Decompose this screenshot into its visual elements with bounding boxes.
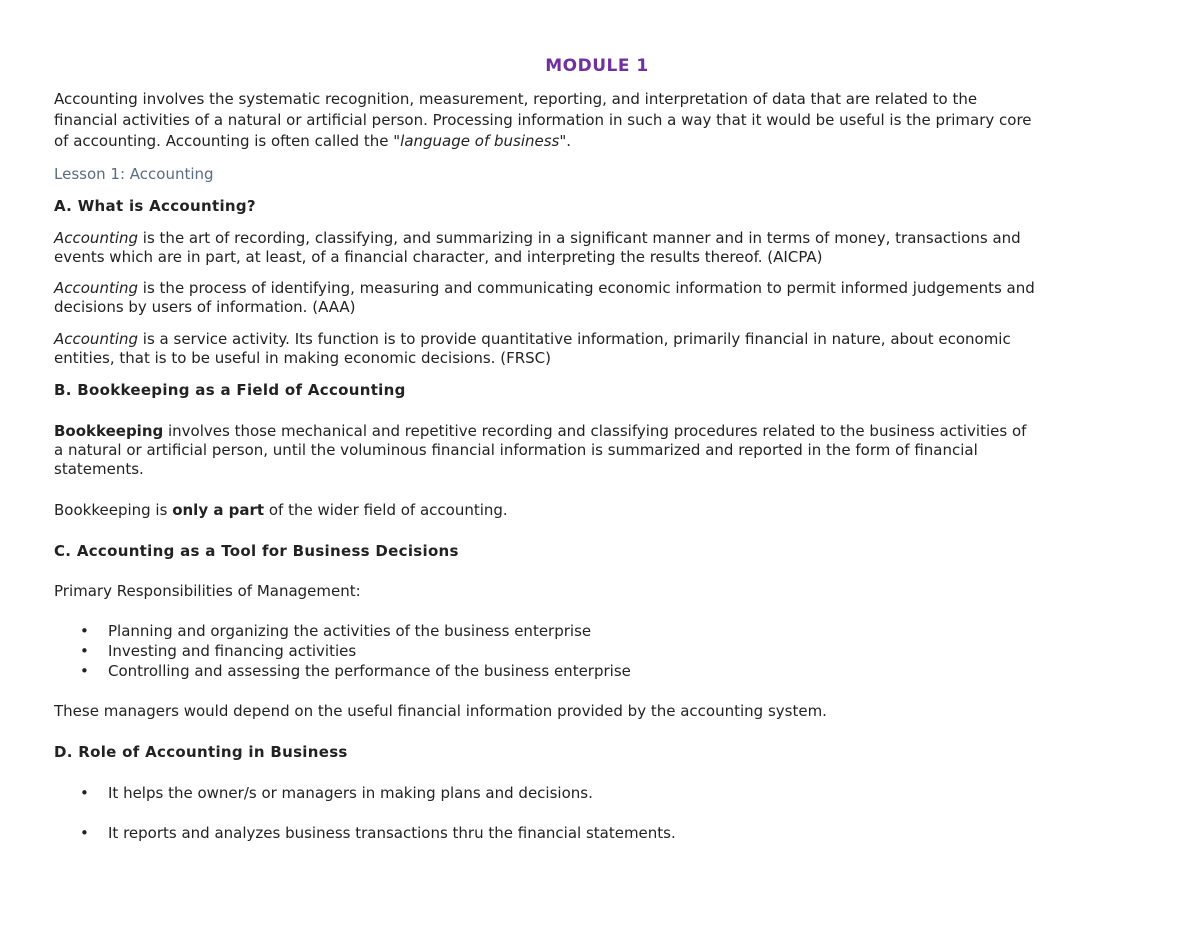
intro-line-3 — [54, 131, 1154, 151]
intro-quote: "language of business" — [393, 132, 567, 150]
def3-term: Accounting — [54, 330, 139, 348]
def1-text-1: is the art of recording, classifying, and summarizing in a significant manner and in terms of money, transactions and — [138, 229, 1021, 247]
bookkeeping-text-1: involves those mechanical and repetitive recording and classifying procedures related to the business activities of — [163, 422, 1027, 440]
responsibility-item-2: Investing and financing activities — [108, 642, 357, 660]
def3-line-2: entities, that is to be useful in making economic decisions. (FRSC) — [54, 349, 551, 367]
intro-line-1: Accounting involves the systematic recognition, measurement, reporting, and interpretation of data that are related to the — [54, 90, 978, 108]
bookkeeping-term: Bookkeeping — [54, 422, 164, 440]
bullet-icon: • — [80, 642, 89, 660]
bullet-icon: • — [80, 662, 89, 680]
section-a-heading: A. What is Accounting? — [54, 197, 256, 215]
section-c-heading: C. Accounting as a Tool for Business Decisions — [54, 542, 459, 560]
intro-line-2: financial activities of a natural or artificial person. Processing information in such a way that it would be useful is the primary core — [54, 111, 1032, 129]
def1-line-2: events which are in part, at least, of a financial character, and interpreting the results thereof. (AICPA) — [54, 248, 823, 266]
responsibility-item-1: Planning and organizing the activities of the business enterprise — [108, 622, 592, 640]
def2-term: Accounting — [54, 279, 139, 297]
def2-text-1: is the process of identifying, measuring and communicating economic information to permit informed judgements and — [138, 279, 1035, 297]
part-bold: only a part — [172, 501, 265, 519]
bullet-icon: • — [80, 824, 89, 842]
part-suffix: of the wider field of accounting. — [264, 501, 508, 519]
bookkeeping-line-2: a natural or artificial person, until the voluminous financial information is summarized and reported in the form of financial — [54, 441, 978, 459]
def3-line-1 — [54, 329, 1154, 349]
def2-line-2: decisions by users of information. (AAA) — [54, 298, 356, 316]
section-d-heading: D. Role of Accounting in Business — [54, 743, 348, 761]
bullet-icon: • — [80, 784, 89, 802]
def2-line-1 — [54, 278, 1154, 298]
intro-end: . — [566, 132, 572, 150]
def3-text-1: is a service activity. Its function is to provide quantitative information, primarily financial in nature, about economic — [138, 330, 1011, 348]
responsibility-item-3: Controlling and assessing the performance of the business enterprise — [108, 662, 631, 680]
role-item-2: It reports and analyzes business transactions thru the financial statements. — [108, 824, 676, 842]
def1-term: Accounting — [54, 229, 139, 247]
role-item-1: It helps the owner/s or managers in making plans and decisions. — [108, 784, 593, 802]
bookkeeping-part-line — [54, 500, 1154, 520]
section-c-closing: These managers would depend on the useful financial information provided by the accounting system. — [54, 702, 827, 720]
lesson-title: Lesson 1: Accounting — [54, 165, 214, 183]
def1-line-1 — [54, 228, 1154, 248]
bullet-icon: • — [80, 622, 89, 640]
bookkeeping-line-1 — [54, 421, 1154, 441]
section-b-heading: B. Bookkeeping as a Field of Accounting — [54, 381, 406, 399]
responsibilities-intro: Primary Responsibilities of Management: — [54, 582, 361, 600]
part-prefix: Bookkeeping is — [54, 501, 173, 519]
intro-line-3-text: of accounting. Accounting is often called the — [54, 132, 394, 150]
module-title: MODULE 1 — [545, 56, 649, 76]
bookkeeping-line-3: statements. — [54, 460, 144, 478]
